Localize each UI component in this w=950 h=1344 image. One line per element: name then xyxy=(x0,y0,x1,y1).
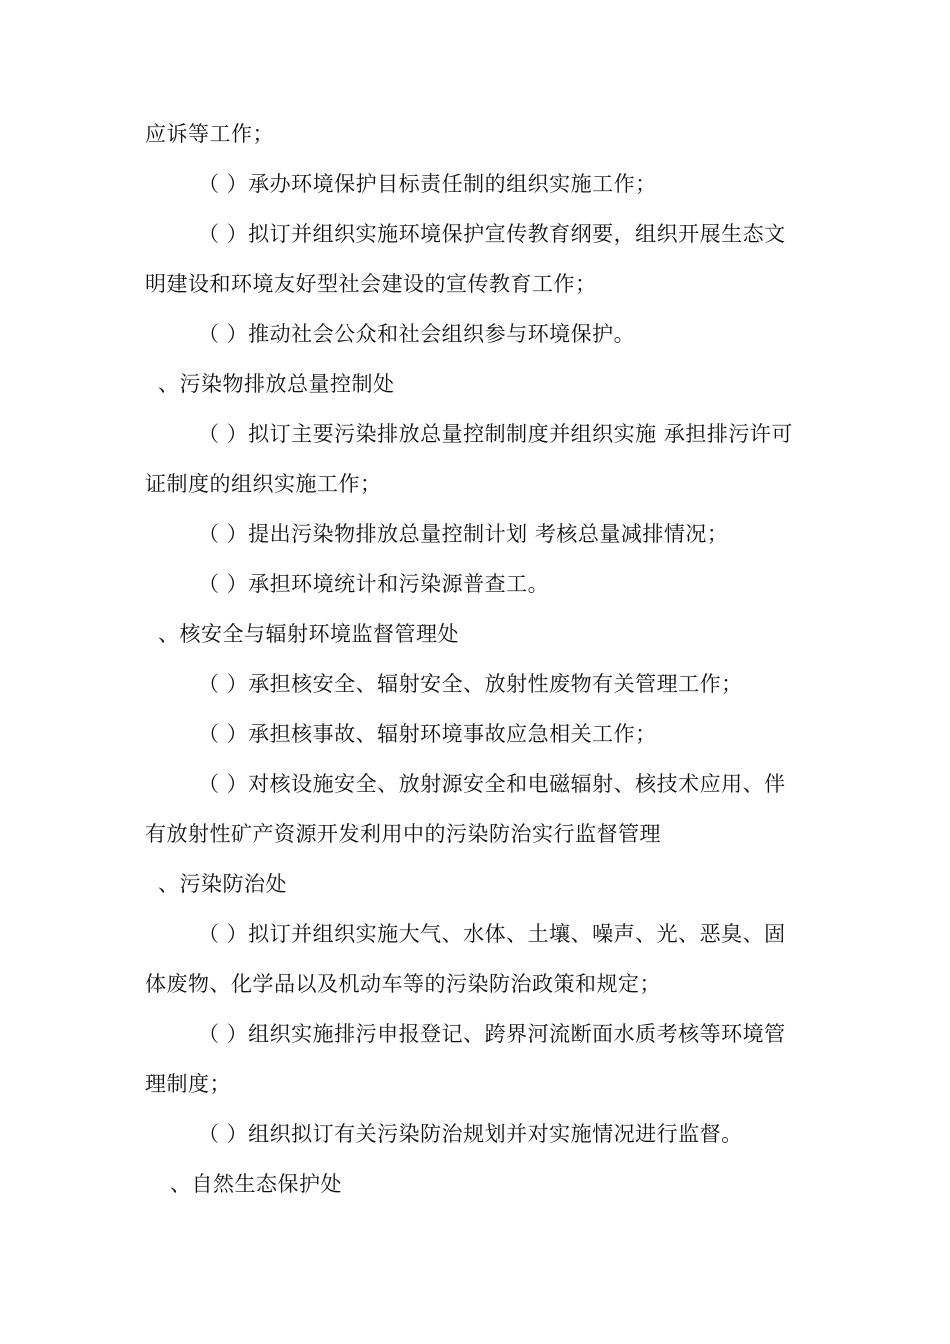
section-heading: 、污染物排放总量控制处 xyxy=(158,372,395,396)
text-line: 体废物、化学品以及机动车等的污染防治政策和规定； xyxy=(145,972,661,996)
section-heading: 、污染防治处 xyxy=(158,872,287,896)
section-heading: 、自然生态保护处 xyxy=(170,1172,342,1196)
text-line: 证制度的组织实施工作； xyxy=(145,472,382,496)
list-item: （ ）提出污染物排放总量控制计划 考核总量减排情况； xyxy=(198,522,729,546)
text-line: 理制度； xyxy=(145,1072,231,1096)
text-line: 有放射性矿产资源开发利用中的污染防治实行监督管理 xyxy=(145,822,661,846)
list-item: （ ）拟订主要污染排放总量控制制度并组织实施 承担排污许可 xyxy=(198,422,793,446)
list-item: （ ）承担核事故、辐射环境事故应急相关工作； xyxy=(198,722,657,746)
list-item: （ ）推动社会公众和社会组织参与环境保护。 xyxy=(198,322,636,346)
text-line: 明建设和环境友好型社会建设的宣传教育工作； xyxy=(145,272,597,296)
list-item: （ ）拟订并组织实施大气、水体、土壤、噪声、光、恶臭、固 xyxy=(198,922,786,946)
list-item: （ ）拟订并组织实施环境保护宣传教育纲要，组织开展生态文 xyxy=(198,222,786,246)
list-item: （ ）组织实施排污申报登记、跨界河流断面水质考核等环境管 xyxy=(198,1022,786,1046)
list-item: （ ）组织拟订有关污染防治规划并对实施情况进行监督。 xyxy=(198,1122,743,1146)
text-line: 应诉等工作； xyxy=(145,122,274,146)
list-item: （ ）承办环境保护目标责任制的组织实施工作； xyxy=(198,172,657,196)
section-heading: 、核安全与辐射环境监督管理处 xyxy=(158,622,459,646)
list-item: （ ）承担核安全、辐射安全、放射性废物有关管理工作； xyxy=(198,672,743,696)
list-item: （ ）承担环境统计和污染源普查工。 xyxy=(198,572,550,596)
list-item: （ ）对核设施安全、放射源安全和电磁辐射、核技术应用、伴 xyxy=(198,772,786,796)
